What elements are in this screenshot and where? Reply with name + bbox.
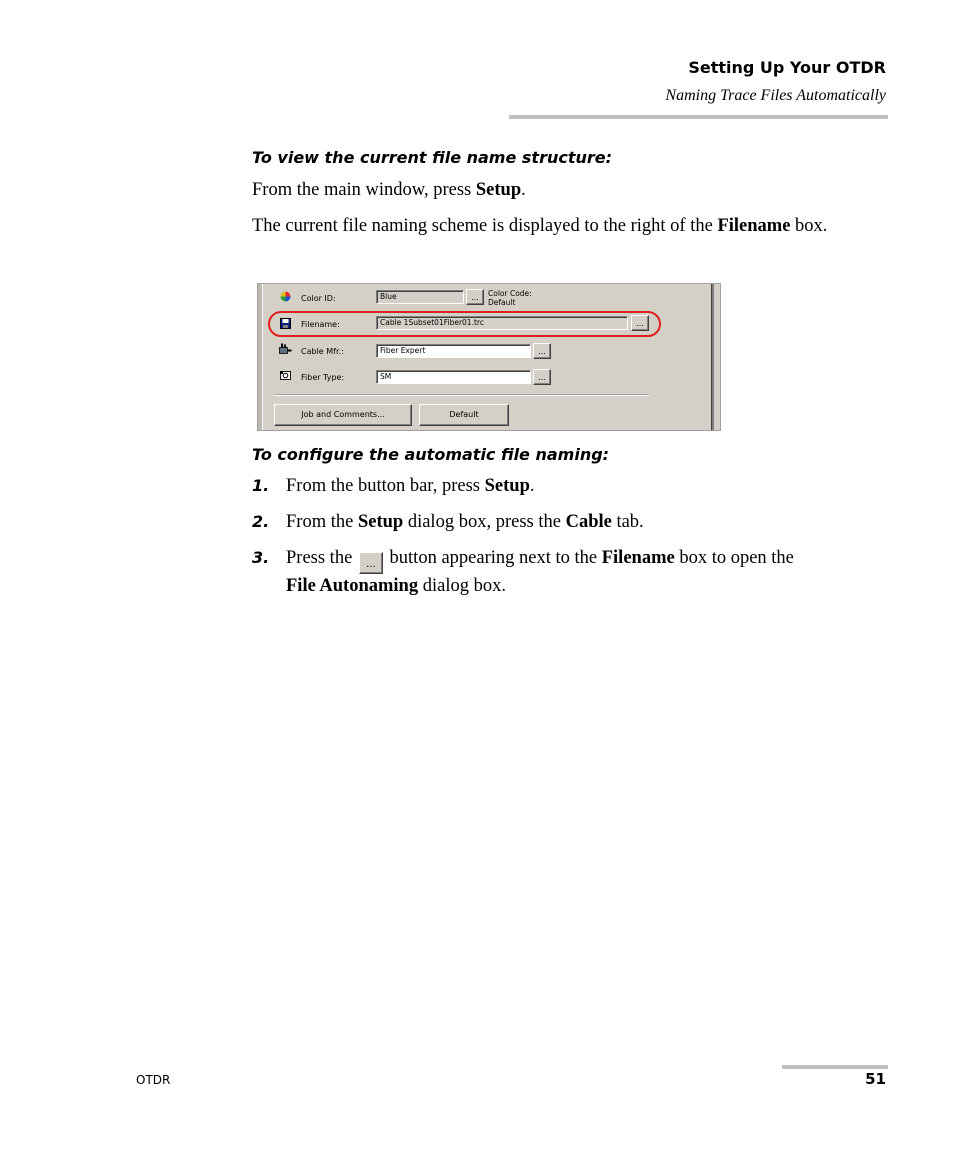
color-id-label: Color ID: (301, 294, 336, 303)
text: The current file naming scheme is displayed to the right of the (252, 216, 718, 236)
filename-field: Cable 1Subset01Fiber01.trc (376, 316, 628, 330)
text: box. (790, 216, 828, 236)
separator-line (274, 394, 649, 396)
color-code-text (488, 289, 532, 307)
running-header-subtitle: Naming Trace Files Automatically (665, 87, 886, 104)
running-header-title: Setting Up Your OTDR (688, 58, 886, 77)
color-id-browse-button[interactable]: ... (466, 289, 484, 305)
cable-mfr-label: Cable Mfr.: (301, 347, 344, 356)
step-3-text (286, 546, 876, 598)
text: From the button bar, press (286, 476, 485, 496)
bold-term: Setup (357, 512, 404, 532)
bold-term: Setup (484, 476, 530, 496)
step-number: 3. (252, 548, 270, 567)
text: dialog box, press the (403, 512, 566, 532)
fiber-type-browse-button[interactable]: ... (533, 369, 551, 385)
cable-mfr-field[interactable]: Fiber Expert (376, 344, 531, 358)
scrollbar-edge (711, 284, 714, 430)
text: tab. (611, 512, 644, 532)
header-rule (509, 115, 888, 119)
left-frame (258, 284, 263, 430)
text: From the (286, 512, 358, 532)
step-number: 1. (252, 476, 270, 495)
color-id-field: Blue (376, 290, 464, 304)
default-button[interactable]: Default (419, 404, 509, 426)
cable-mfr-browse-button[interactable]: ... (533, 343, 551, 359)
floppy-disk-icon (280, 318, 291, 329)
fiber-type-icon (280, 370, 291, 381)
page-number: 51 (865, 1070, 886, 1088)
fiber-type-field[interactable]: SM (376, 370, 531, 384)
step-1-text (286, 474, 876, 498)
text: Press the (286, 548, 357, 568)
text: From the main window, press (252, 180, 476, 200)
color-code-value: Default (488, 298, 516, 307)
setup-dialog-screenshot (257, 283, 721, 431)
filename-browse-button[interactable]: ... (631, 315, 649, 331)
bold-term: Cable (565, 512, 612, 532)
footer-rule (782, 1065, 888, 1069)
bold-term: Setup (475, 180, 522, 200)
bold-term: File Autonaming (286, 576, 419, 596)
section-heading-configure: To configure the automatic file naming: (252, 445, 610, 464)
paragraph-press-setup (252, 178, 872, 202)
text: box to open the (674, 548, 794, 568)
footer-product: OTDR (136, 1073, 171, 1087)
color-code-line: Color Code: (488, 289, 532, 298)
filename-label: Filename: (301, 320, 340, 329)
step-2-text (286, 510, 876, 534)
step-number: 2. (252, 512, 270, 531)
text: button appearing next to the (384, 548, 602, 568)
text: . (521, 180, 526, 200)
paragraph-naming-scheme (252, 214, 872, 238)
bold-term: Filename (717, 216, 791, 236)
section-heading-view: To view the current file name structure: (252, 148, 613, 167)
text: dialog box. (418, 576, 506, 596)
cable-reel-icon (279, 343, 292, 354)
fiber-type-label: Fiber Type: (301, 373, 345, 382)
color-wheel-icon (280, 291, 291, 302)
text: . (529, 476, 535, 496)
bold-term: Filename (601, 548, 675, 568)
browse-button-glyph: ... (359, 552, 383, 574)
job-and-comments-button[interactable]: Job and Comments... (274, 404, 412, 426)
